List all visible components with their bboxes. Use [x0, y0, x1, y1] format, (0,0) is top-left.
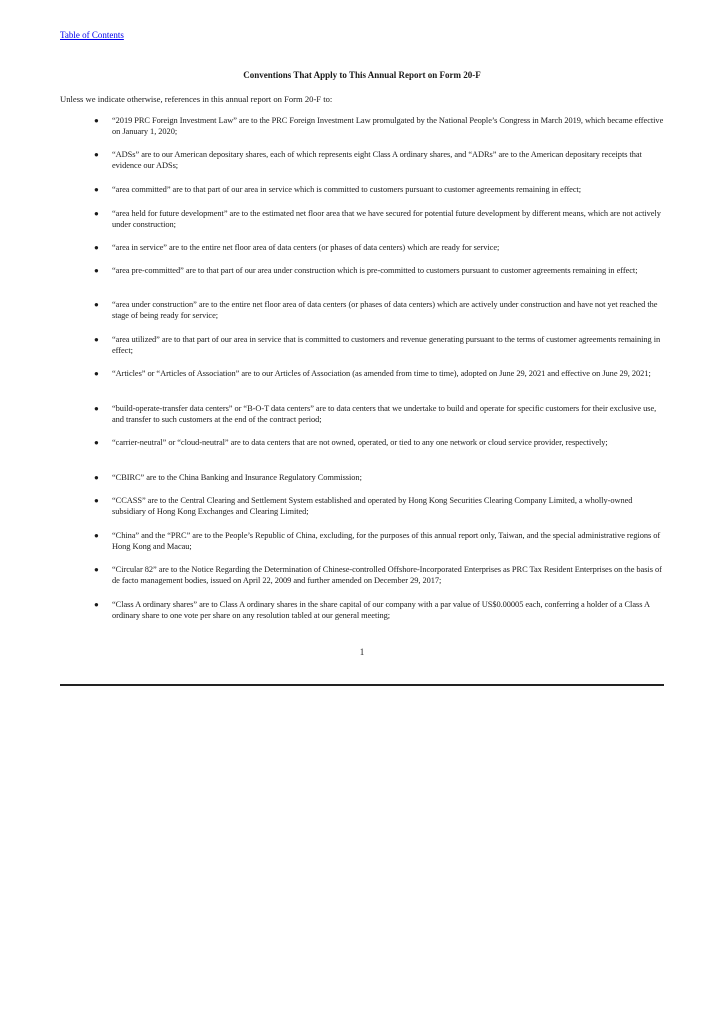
bullet-icon: ● [94, 300, 99, 309]
definition-text: “CBIRC” are to the China Banking and Insurance Regulatory Commission; [112, 473, 362, 482]
bullet-icon: ● [94, 496, 99, 505]
bullet-icon: ● [94, 438, 99, 447]
definition-text: “area in service” are to the entire net floor area of data centers (or phases of data centers) which are ready for service; [112, 243, 500, 252]
definition-text: “ADSs” are to our American depositary shares, each of which represents eight Class A ordinary shares, and “ADRs” are to the American depositary receipts that evidence our ADSs; [112, 150, 642, 170]
page-number: 1 [359, 647, 365, 657]
bullet-icon: ● [94, 369, 99, 378]
table-of-contents-link[interactable]: Table of Contents [60, 30, 124, 40]
definition-text: “area utilized” are to that part of our area in service that is committed to customers and revenue generating pursuant to the terms of customer agreements remaining in effect; [112, 335, 661, 355]
bullet-icon: ● [94, 116, 99, 125]
bullet-icon: ● [94, 404, 99, 413]
definition-text: “Class A ordinary shares” are to Class A ordinary shares in the share capital of our company with a par value of US$0.00005 each, conferring a holder of a Class A ordinary share to one vote per share on any resolution tabled at our general meeting; [112, 600, 650, 620]
page-title: Conventions That Apply to This Annual Report on Form 20-F [243, 70, 481, 80]
definition-text: “area committed” are to that part of our area in service which is committed to customers pursuant to customer agreements remaining in effect; [112, 185, 582, 194]
bullet-icon: ● [94, 531, 99, 540]
definition-text: “CCASS” are to the Central Clearing and Settlement System established and operated by Hong Kong Securities Clearing Company Limited, a wholly-owned subsidiary of Hong Kong Exchanges and Clearing Limited; [112, 496, 633, 516]
page-divider [60, 684, 664, 686]
bullet-icon: ● [94, 565, 99, 574]
bullet-icon: ● [94, 600, 99, 609]
bullet-icon: ● [94, 266, 99, 275]
definition-text: “2019 PRC Foreign Investment Law” are to the PRC Foreign Investment Law promulgated by the National People’s Congress in March 2019, which became effective on January 1, 2020; [112, 116, 664, 136]
bullet-icon: ● [94, 335, 99, 344]
definition-text: “China” and the “PRC” are to the People’s Republic of China, excluding, for the purposes of this annual report only, Taiwan, and the special administrative regions of Hong Kong and Macau; [112, 531, 661, 551]
definition-text: “carrier-neutral” or “cloud-neutral” are to data centers that are not owned, operated, or tied to any one network or cloud service provider, respectively; [112, 438, 608, 447]
definition-text: “area held for future development” are to the estimated net floor area that we have secured for potential future development by different means, which are not actively under construction; [112, 209, 661, 229]
bullet-icon: ● [94, 243, 99, 252]
definition-text: “Circular 82” are to the Notice Regarding the Determination of Chinese-controlled Offshore-Incorporated Enterprises as PRC Tax Resident Enterprises on the basis of de facto management bodies, issued on April 22, 2009 and further amended on December 29, 2017; [112, 565, 662, 585]
definition-text: “area under construction” are to the entire net floor area of data centers (or phases of data centers) which are actively under construction and have not yet reached the stage of being ready for service; [112, 300, 658, 320]
definition-text: “area pre-committed” are to that part of our area under construction which is pre-committed to customers pursuant to customer agreements remaining in effect; [112, 266, 638, 275]
definition-text: “build-operate-transfer data centers” or “B-O-T data centers” are to data centers that we undertake to build and operate for specific customers for their exclusive use, and transfer to such customers at the end of the contract period; [112, 404, 657, 424]
definition-text: “Articles” or “Articles of Association” are to our Articles of Association (as amended from time to time), adopted on June 29, 2021 and effective on June 29, 2021; [112, 369, 651, 378]
bullet-icon: ● [94, 185, 99, 194]
bullet-icon: ● [94, 473, 99, 482]
bullet-icon: ● [94, 150, 99, 159]
bullet-icon: ● [94, 209, 99, 218]
intro-paragraph: Unless we indicate otherwise, references in this annual report on Form 20-F to: [60, 94, 333, 104]
